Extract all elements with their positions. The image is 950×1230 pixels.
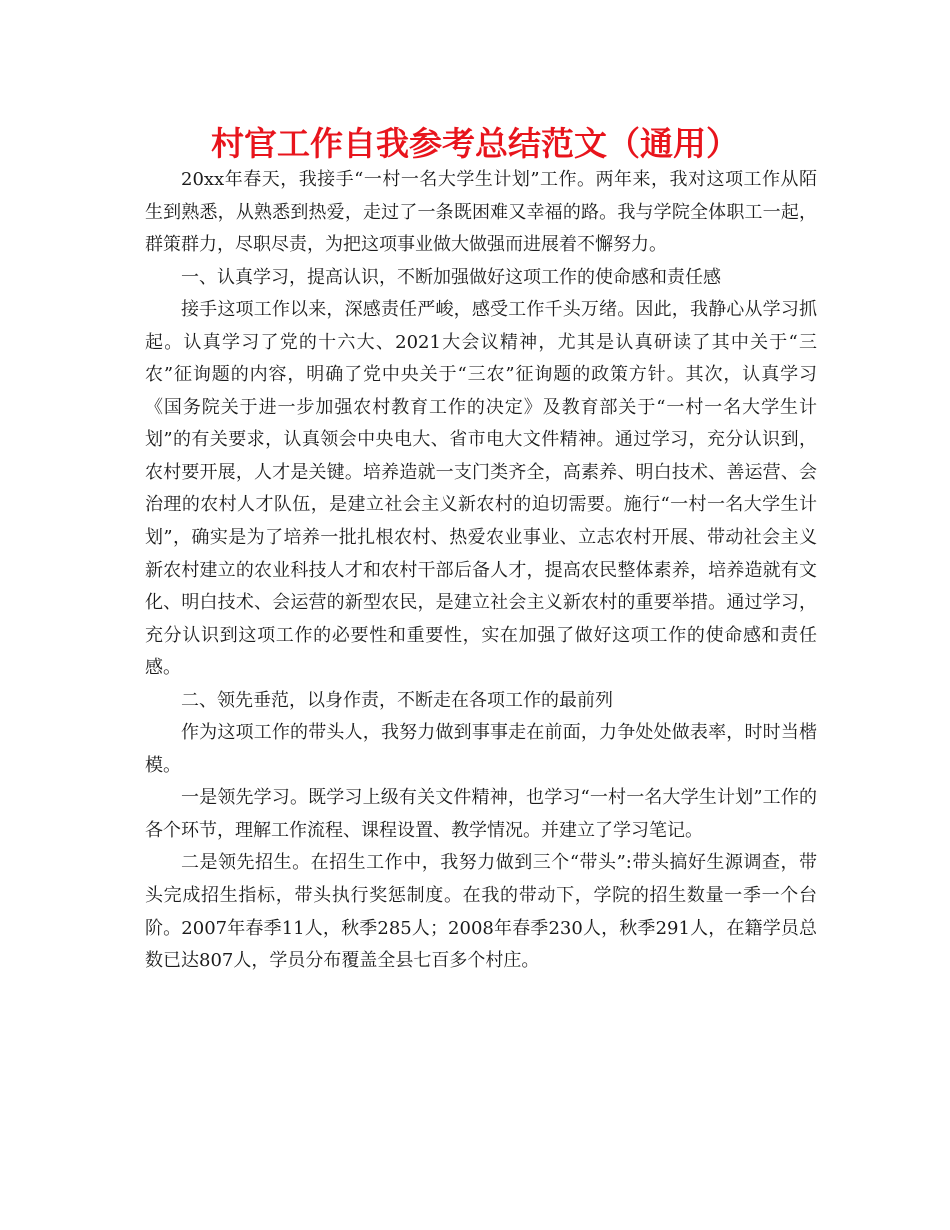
section-heading-2: 二、领先垂范，以身作责，不断走在各项工作的最前列 [181, 689, 613, 711]
paragraph-lead-study: 一是领先学习。既学习上级有关文件精神，也学习“一村一名大学生计划”工作的各个环节，理解工作流程、课程设置、教学情况。并建立了学习笔记。 [145, 787, 817, 841]
paragraph-study: 接手这项工作以来，深感责任严峻，感受工作千头万绪。因此，我静心从学习抓起。认真学习了党的十六大、2021大会议精神，尤其是认真研读了其中关于“三农”征询题的内容，明确了党中央关于“三农”征询题的政策方针。其次，认真学习《国务院关于进一步加强农村教育工作的决定》及教育部关于“一村一名大学生计划”的有关要求，认真领会中央电大、省市电大文件精神。通过学习，充分认识到，农村要开展，人才是关键。培养造就一支门类齐全，高素养、明白技术、善运营、会治理的农村人才队伍，是建立社会主义新农村的迫切需要。施行“一村一名大学生计划”，确实是为了培养一批扎根农村、热爱农业事业、立志农村开展、带动社会主义新农村建立的农业科技人才和农村干部后备人才，提高农民整体素养，培养造就有文化、明白技术、会运营的新型农民，是建立社会主义新农村的重要举措。通过学习，充分认识到这项工作的必要性和重要性，实在加强了做好这项工作的使命感和责任感。 [145, 299, 817, 679]
paragraph-lead-enroll: 二是领先招生。在招生工作中，我努力做到三个“带头”:带头搞好生源调查，带头完成招生指标，带头执行奖惩制度。在我的带动下，学院的招生数量一季一个台阶。2007年春季11人，秋季285人；2008年春季230人，秋季291人，在籍学员总数已达807人，学员分布覆盖全县七百多个村庄。 [145, 852, 817, 972]
paragraph-intro: 20xx年春天，我接手“一村一名大学生计划”工作。两年来，我对这项工作从陌生到熟悉，从熟悉到热爱，走过了一条既困难又幸福的路。我与学院全体职工一起，群策群力，尽职尽责，为把这项事业做大做强而进展着不懈努力。 [145, 169, 817, 256]
section-heading-1: 一、认真学习，提高认识，不断加强做好这项工作的使命感和责任感 [181, 266, 721, 288]
paragraph-lead: 作为这项工作的带头人，我努力做到事事走在前面，力争处处做表率，时时当楷模。 [145, 722, 817, 776]
document-title: 村官工作自我参考总结范文（通用） [211, 124, 739, 163]
document-body [145, 164, 817, 978]
